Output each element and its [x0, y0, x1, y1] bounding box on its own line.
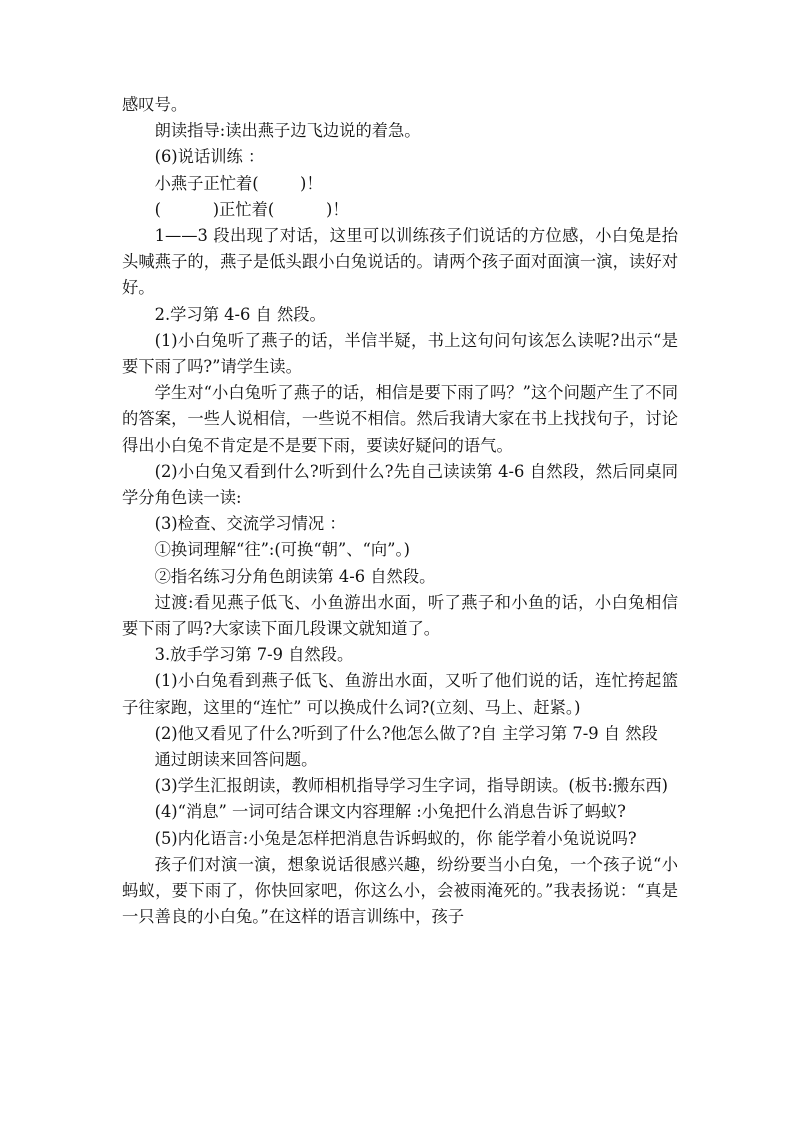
paragraph: (1)小白兔看到燕子低飞、鱼游出水面，又听了他们说的话，连忙挎起篮子往家跑，这里的“连忙” 可以换成什么词?(立刻、马上、赶紧。)	[122, 671, 678, 717]
paragraph: 1——3 段出现了对话，这里可以训练孩子们说话的方位感，小白兔是抬头喊燕子的，燕子是低头跟小白兔说话的。请两个孩子面对面演一演，读好对好。	[122, 226, 678, 298]
paragraph: (2)他又看见了什么?听到了什么?他怎么做了?自 主学习第 7-9 自 然段	[154, 723, 658, 743]
paragraph: (1)小白兔听了燕子的话，半信半疑，书上这句问句该怎么读呢?出示“是要下雨了吗?”请学生读。	[122, 330, 678, 377]
paragraph: ②指名练习分角色朗读第 4-6 自然段。	[154, 566, 436, 586]
paragraph: (4)“消息” 一词可结合课文内容理解 :小兔把什么消息告诉了蚂蚁?	[154, 802, 626, 822]
paragraph: 小燕子正忙着( )！	[154, 173, 323, 193]
paragraph: 通过朗读来回答问题。	[154, 750, 318, 770]
paragraph: 3.放手学习第 7-9 自然段。	[154, 645, 354, 665]
paragraph: 过渡:看见燕子低飞、小鱼游出水面，听了燕子和小鱼的话，小白兔相信要下雨了吗?大家读下面几段课文就知道了。	[122, 592, 678, 639]
paragraph: (5)内化语言:小兔是怎样把消息告诉蚂蚁的，你 能学着小兔说说吗?	[154, 828, 637, 848]
document-body	[122, 92, 678, 931]
paragraph: (6)说话训练 ：	[154, 147, 265, 167]
paragraph: 孩子们对演一演，想象说话很感兴趣，纷纷要当小白兔，一个孩子说“小蚂蚁，要下雨了，你快回家吧，你这么小，会被雨淹死的。”我表扬说：“真是一只善良的小白兔。”在这样的语言训练中，孩子	[122, 854, 678, 927]
paragraph: (2)小白兔又看到什么?听到什么?先自己读读第 4-6 自然段，然后同桌同学分角色读一读:	[122, 461, 678, 508]
paragraph: 2.学习第 4-6 自 然段。	[154, 304, 326, 324]
paragraph: (3)检查、交流学习情况 ：	[154, 514, 346, 534]
paragraph: ①换词理解“往”:(可换“朝”、“向”。)	[154, 540, 410, 560]
paragraph: 学生对“小白兔听了燕子的话，相信是要下雨了吗？”这个问题产生了不同的答案，一些人说相信，一些说不相信。然后我请大家在书上找找句子，讨论得出小白兔不肯定是不是要下雨，要读好疑问的语气。	[122, 383, 678, 455]
paragraph: (3)学生汇报朗读，教师相机指导学习生字词，指导朗读。(板书:搬东西)	[154, 776, 669, 796]
paragraph: ( )正忙着( )！	[154, 199, 349, 219]
paragraph: 感叹号。	[122, 95, 188, 114]
paragraph: 朗读指导:读出燕子边飞边说的着急。	[154, 121, 421, 141]
